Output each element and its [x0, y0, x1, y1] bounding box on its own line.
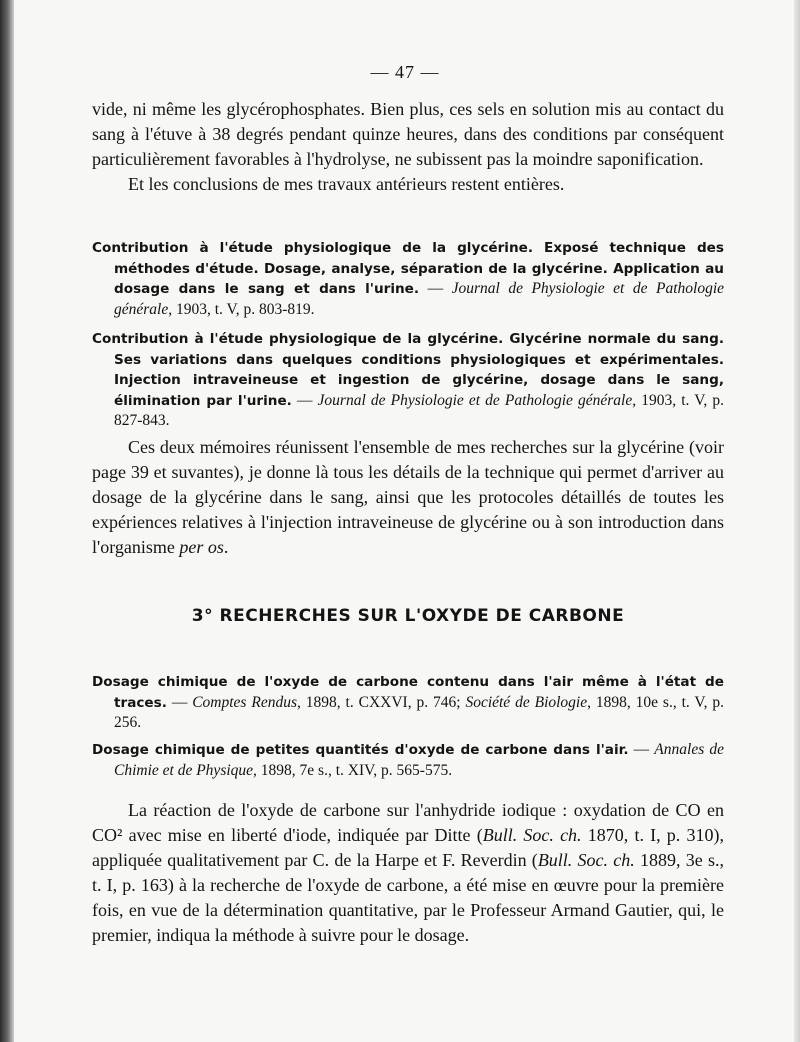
reference-title: Contribution à l'étude physiologique de la glycérine. Glycérine normale du sang. Ses variations dans quelques conditions physiologiques et expérimentales. Injection intraveineuse et ingestion de glycérine, dosage dans le sang, élimination par l'urine. — [92, 331, 724, 409]
reference-title: Dosage chimique de petites quantités d'oxyde de carbone dans l'air. — [92, 742, 629, 758]
paragraph-memoires — [92, 435, 724, 560]
body-text-memoires — [92, 435, 724, 560]
reference-details-2: , 1898, 10e s., t. V, p. 256. — [114, 693, 724, 731]
reference-details: , 1898, t. CXXVI, p. 746; — [297, 693, 466, 711]
reference-glycerine-methods — [92, 238, 724, 320]
reference-dash: — — [628, 741, 655, 758]
reference-title: Contribution à l'étude physiologique de la glycérine. Exposé technique des méthodes d'étude. Dosage, analyse, séparation de la glycérine. Application au dosage dans le sang et dans l'urine. — [92, 240, 724, 297]
page-edge — [794, 0, 800, 1042]
book-spine-shadow — [0, 0, 14, 1042]
reference-dash: — — [291, 391, 318, 409]
paragraph-text-1: La réaction de l'oxyde de carbone sur l'anhydride iodique : oxydation de CO en CO² avec mise en liberté d'iode, indiquée par Ditte ( — [92, 800, 724, 845]
reference-details: , 1898, 7e s., t. XIV, p. 565-575. — [253, 761, 453, 779]
paragraph-text-2: 1870, t. I, p. 310), appliquée qualitativement par C. de la Harpe et F. Reverdin ( — [92, 825, 724, 870]
reference-details: , 1903, t. V, p. 803-819. — [168, 300, 315, 318]
latin-phrase: per os — [179, 537, 224, 557]
body-text-reaction — [92, 798, 724, 948]
paragraph-conclusions: Et les conclusions de mes travaux antérieurs restent entières. — [128, 174, 565, 194]
reference-journal: Annales de Chimie et de Physique — [114, 741, 724, 779]
paragraph-text-3: 1889, 3e s., t. I, p. 163) à la recherche de l'oxyde de carbone, a été mise en œuvre pour la première fois, en vue de la détermination quantitative, par le Professeur Armand Gautier, qui, le premier, indiqua la méthode à suivre pour le dosage. — [92, 850, 724, 945]
citation-bull-soc-ch: Bull. Soc. ch. — [482, 825, 582, 845]
section-heading: 3° RECHERCHES SUR L'OXYDE DE CARBONE — [191, 606, 625, 626]
reference-dash: — — [166, 693, 193, 711]
reference-glycerine-blood — [92, 329, 724, 432]
reference-co-small-quantities — [92, 740, 724, 781]
page-number: — 47 — — [370, 62, 440, 82]
paragraph-saponification: vide, ni même les glycérophosphates. Bien plus, ces sels en solution mis au contact du sang à l'étuve à 38 degrés pendant quinze heures, dans des conditions par conséquent particulièrement favorables à l'hydrolyse, ne subissent pas la moindre saponification. — [92, 99, 724, 169]
paragraph-end: . — [223, 537, 229, 557]
citation-bull-soc-ch-2: Bull. Soc. ch. — [537, 850, 635, 870]
reference-details: , 1903, t. V, p. 827-843. — [114, 391, 724, 429]
reference-title: Dosage chimique de l'oxyde de carbone contenu dans l'air même à l'état de traces. — [92, 674, 724, 711]
reference-journal: Comptes Rendus — [192, 693, 297, 711]
reference-journal-2: Société de Biologie — [465, 693, 588, 711]
body-text-intro — [92, 97, 724, 197]
paragraph-iodic-reaction — [92, 798, 724, 948]
paragraph-text: Ces deux mémoires réunissent l'ensemble de mes recherches sur la glycérine (voir page 39 et suvantes), je donne là tous les détails de la technique qui permet d'arriver au dosage de la glycérine dans le sang, ainsi que les protocoles détaillés de toutes les expériences relatives à l'injection intraveineuse de glycérine ou à son introduction dans l'organisme — [92, 437, 724, 557]
reference-co-traces — [92, 672, 724, 734]
reference-journal: Journal de Physiologie et de Pathologie générale — [114, 280, 725, 318]
reference-dash: — — [419, 280, 452, 297]
reference-journal: Journal de Physiologie et de Pathologie générale — [317, 391, 633, 409]
